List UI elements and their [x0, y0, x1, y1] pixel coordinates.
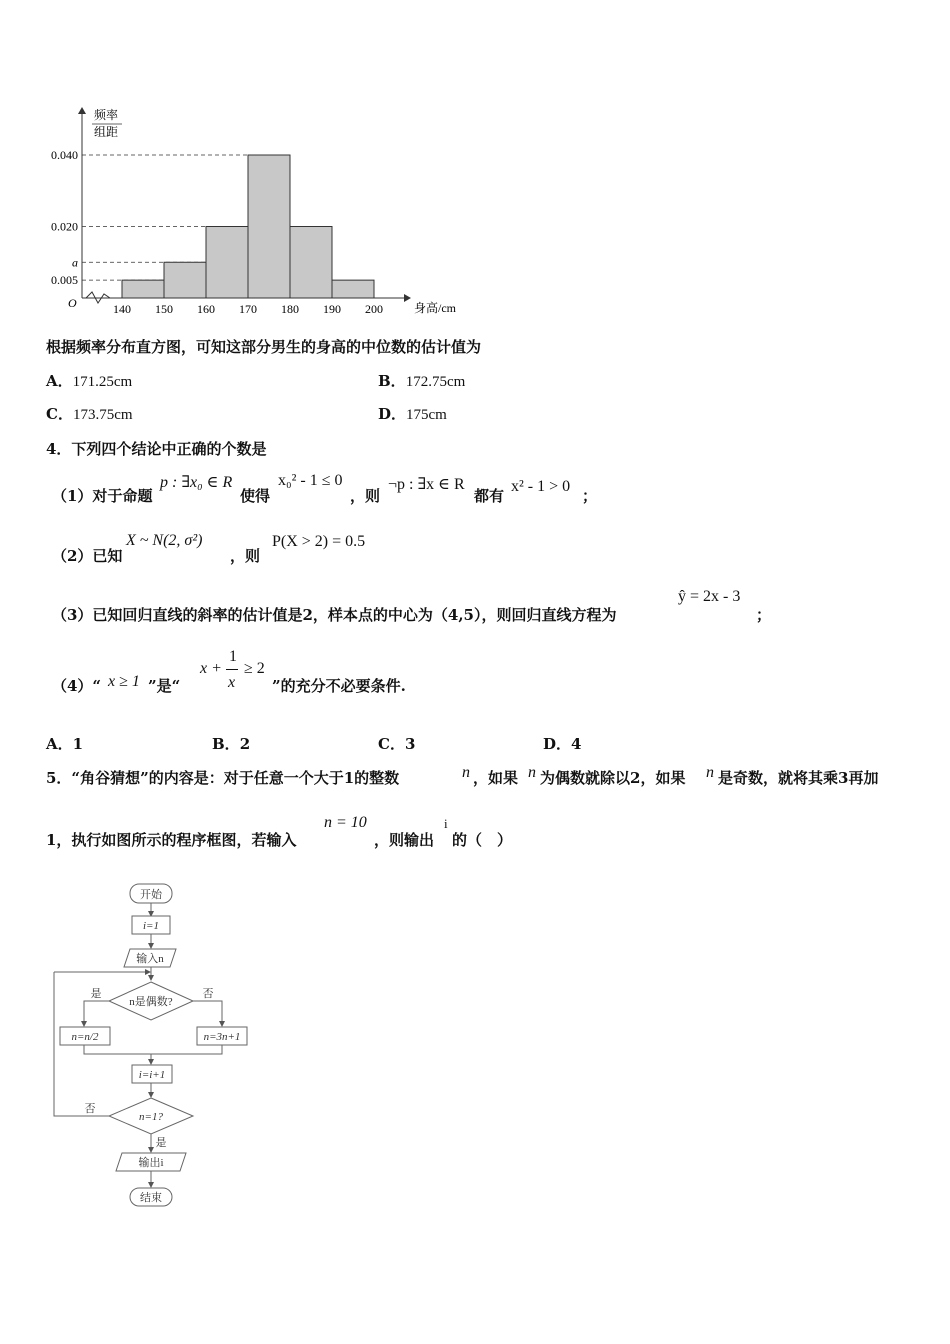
q5-line2-b: ，则输出 — [374, 831, 435, 849]
x-tick-labels — [113, 302, 383, 316]
q5-math-n10: n = 10 — [324, 814, 367, 831]
x-tick-label: 190 — [323, 302, 341, 316]
option-value: 172.75cm — [405, 374, 466, 390]
q4-option-a[interactable] — [46, 733, 83, 754]
q4-s3-text2: ； — [756, 606, 772, 624]
q4-s1-text2: 使得 — [240, 487, 271, 505]
q5-line1-a: 5．“角谷猜想”的内容是：对于任意一个大于1的整数 — [46, 769, 400, 787]
option-letter: A． — [46, 735, 73, 753]
x-tick-label: 150 — [155, 302, 173, 316]
histogram-chart — [0, 0, 480, 330]
x-tick-label: 200 — [365, 302, 383, 316]
q4-s1-text4: 都有 — [474, 487, 505, 505]
flow-incr-label: i=i+1 — [138, 1069, 166, 1081]
q4-option-b[interactable] — [212, 733, 250, 754]
q5-var-n-2: n — [528, 764, 536, 781]
option-value: 173.75cm — [72, 407, 133, 423]
q4-s1-math1: p : ∃x₀ ∈ R — [160, 474, 233, 491]
y-tick-label: 0.040 — [51, 148, 78, 162]
q4-s1-label: （1）对于命题 — [52, 487, 153, 505]
flow-no1-label: 否 — [202, 988, 214, 1000]
q4-s4-label: （4）“ — [52, 677, 102, 695]
option-letter: D． — [378, 405, 407, 423]
q5-line2-c: 的（ ） — [452, 831, 513, 849]
q4-s4-math2a: x + — [200, 660, 222, 677]
q4-s3-label: （3）已知回归直线的斜率的估计值是2，样本点的中心为（4,5），则回归直线方程为 — [52, 606, 617, 624]
option-value: 2 — [239, 735, 251, 753]
flow-init-label: i=1 — [143, 920, 159, 932]
q4-s3-math1: ŷ = 2x - 3 — [678, 588, 741, 605]
option-value: 171.25cm — [72, 374, 133, 390]
histogram-bar-180 — [290, 227, 332, 299]
q4-s2-math2: P(X > 2) = 0.5 — [272, 533, 366, 550]
origin-label: O — [68, 296, 77, 310]
ylabel-bottom: 组距 — [94, 125, 119, 139]
q4-s4-math1: x ≥ 1 — [108, 673, 140, 690]
option-value: 3 — [404, 735, 416, 753]
flow-cond1-label: n是偶数? — [129, 996, 173, 1008]
option-value: 175cm — [406, 407, 447, 423]
q4-stem: 4．下列四个结论中正确的个数是 — [46, 440, 267, 458]
flow-cond2-label: n=1? — [139, 1111, 163, 1123]
option-letter: B． — [212, 735, 240, 753]
y-tick-label: 0.005 — [51, 273, 78, 288]
option-letter: B． — [378, 372, 406, 390]
q5-var-n-3: n — [706, 764, 714, 781]
option-letter: C． — [46, 405, 73, 423]
flow-left-label: n=n/2 — [71, 1031, 99, 1043]
q4-s4-math2b: ≥ 2 — [244, 660, 265, 677]
flow-yes1-label: 是 — [90, 988, 102, 1000]
q4-option-d[interactable] — [543, 733, 581, 754]
q5-var-n-1: n — [462, 764, 470, 781]
flow-right-label: n=3n+1 — [203, 1031, 241, 1043]
q3-stem: 根据频率分布直方图，可知这部分男生的身高的中位数的估计值为 — [46, 338, 482, 356]
option-value: 4 — [571, 735, 582, 753]
q3-option-a[interactable] — [46, 370, 132, 391]
flow-input-label: 输入n — [136, 953, 164, 965]
q4-s4-frac-num: 1 — [229, 648, 237, 665]
flowchart — [0, 870, 280, 1215]
ylabel-top: 频率 — [94, 108, 119, 122]
q4-s1-text3: ，则 — [350, 487, 381, 505]
option-letter: C． — [378, 735, 405, 753]
q4-s1-math4: x² - 1 > 0 — [511, 478, 571, 495]
y-tick-labels — [51, 148, 78, 287]
q4-s1-text5: ； — [582, 487, 598, 505]
y-tick-label: a — [72, 255, 78, 270]
x-tick-label: 170 — [239, 302, 257, 316]
option-letter: A． — [46, 372, 73, 390]
flow-yes2-label: 是 — [155, 1137, 167, 1149]
q5-math-i: i — [444, 816, 448, 831]
q5-line2-a: 1，执行如图所示的程序框图，若输入 — [46, 831, 297, 849]
q4-s2-text2: ，则 — [230, 547, 261, 565]
histogram-bar-140 — [122, 280, 164, 298]
option-value: 1 — [72, 735, 84, 753]
flow-end-label: 结束 — [140, 1192, 162, 1204]
histogram-bar-160 — [206, 227, 248, 299]
q5-line1-d: 是奇数，就将其乘3再加 — [718, 769, 879, 787]
flow-start-label: 开始 — [140, 889, 162, 901]
x-tick-label: 160 — [197, 302, 215, 316]
histogram-bar-190 — [332, 280, 374, 298]
q4-s1-math2: x₀² - 1 ≤ 0 — [278, 472, 343, 489]
x-tick-label: 140 — [113, 302, 131, 316]
q3-option-d[interactable] — [378, 403, 447, 424]
option-letter: D． — [543, 735, 572, 753]
q3-option-c[interactable] — [46, 403, 133, 424]
y-tick-label: 0.020 — [51, 219, 78, 234]
q4-s4-frac-den: x — [228, 674, 236, 691]
fraction-bar — [226, 669, 238, 670]
histogram-bar-150 — [164, 262, 206, 298]
q4-s4-text3: ”的充分不必要条件. — [272, 677, 406, 695]
q4-s1-math3: ¬p : ∃x ∈ R — [388, 476, 465, 493]
q5-line1-b: ，如果 — [473, 769, 519, 787]
xlabel: 身高/cm — [414, 301, 456, 315]
x-tick-label: 180 — [281, 302, 299, 316]
histogram-bar-170 — [248, 155, 290, 298]
q5-line1-c: 为偶数就除以2，如果 — [540, 769, 686, 787]
flow-output-label: 输出i — [138, 1157, 164, 1169]
q4-option-c[interactable] — [378, 733, 415, 754]
flow-no2-label: 否 — [84, 1103, 96, 1115]
q4-s2-label: （2）已知 — [52, 547, 123, 565]
q4-s2-math1: X ~ N(2, σ²) — [126, 532, 203, 549]
q4-s4-text2: ”是“ — [148, 677, 181, 695]
q3-option-b[interactable] — [378, 370, 465, 391]
